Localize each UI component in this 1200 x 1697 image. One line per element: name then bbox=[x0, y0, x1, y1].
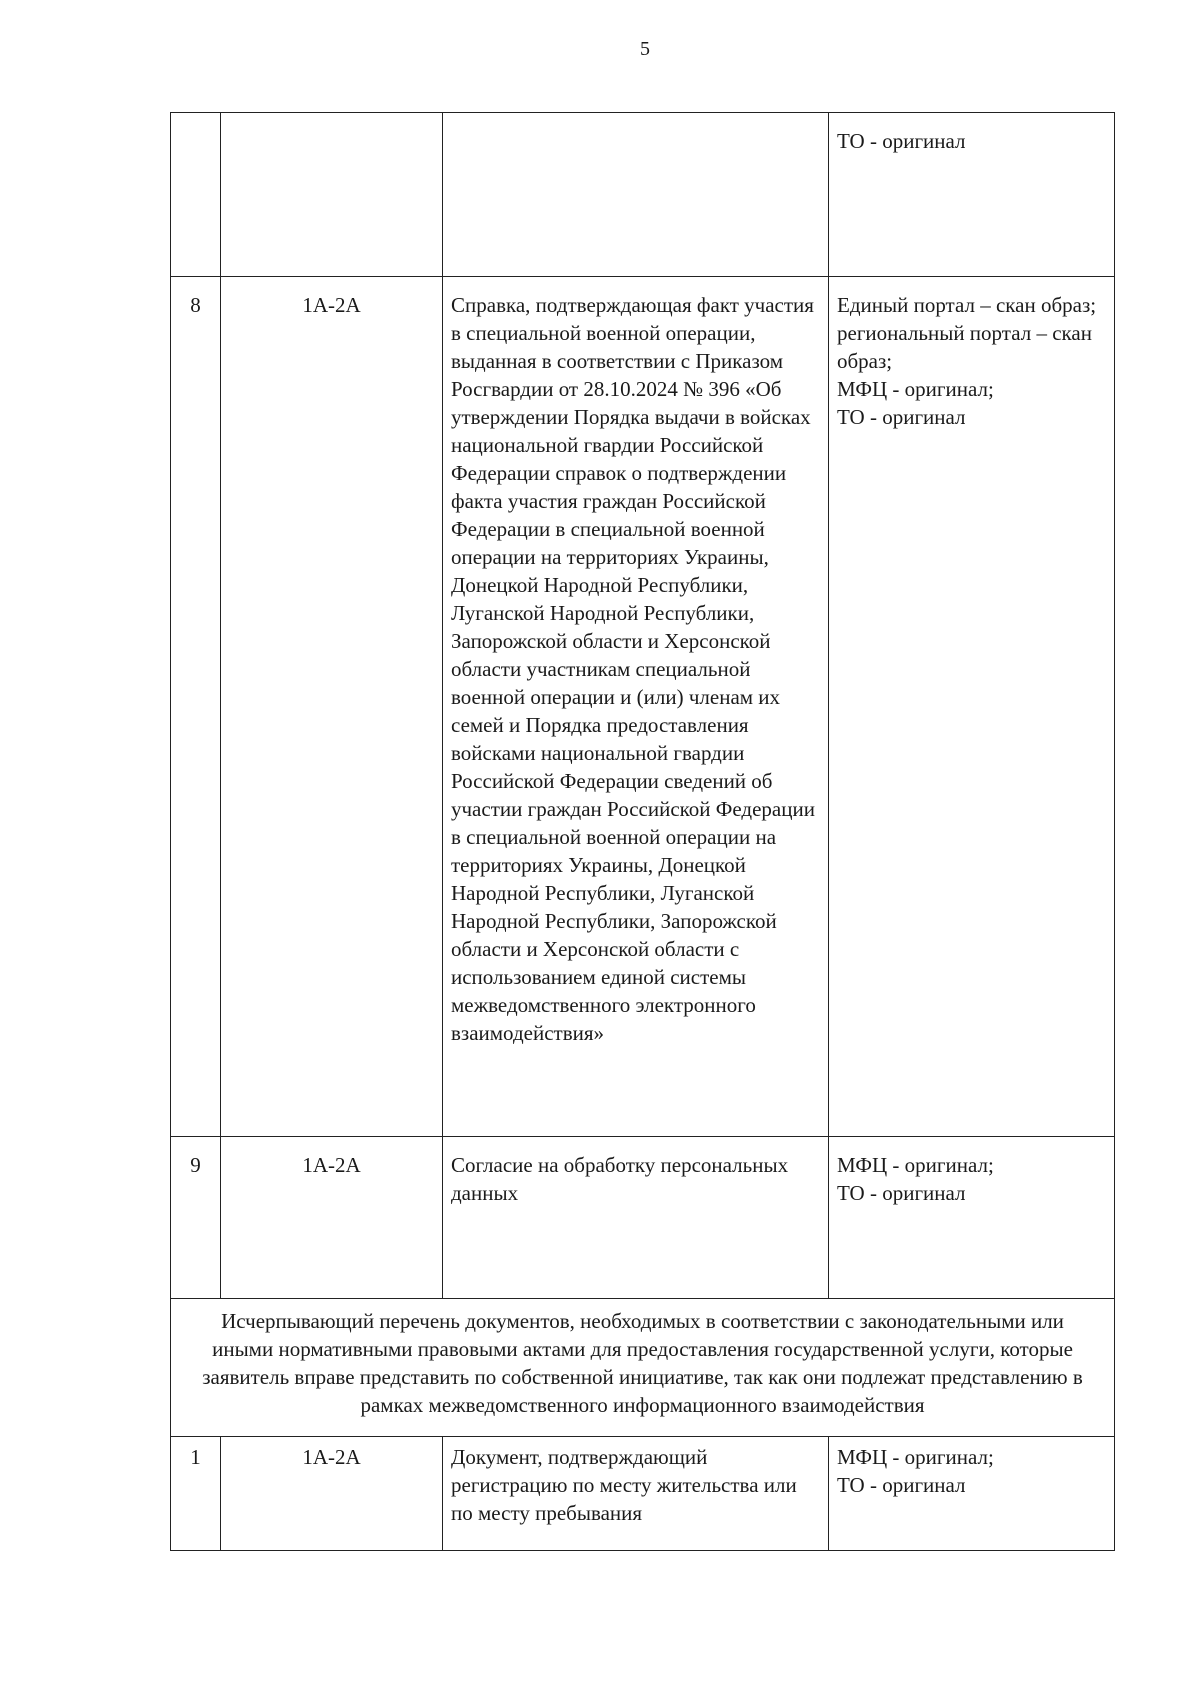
document-name bbox=[443, 113, 829, 277]
section-header-row bbox=[171, 1299, 1115, 1437]
table-row bbox=[171, 113, 1115, 277]
table-row bbox=[171, 277, 1115, 1137]
form-line: МФЦ - оригинал; bbox=[837, 1153, 994, 1177]
table-row bbox=[171, 1137, 1115, 1299]
applicant-category: 1А-2А bbox=[221, 1137, 443, 1299]
row-number: 8 bbox=[171, 277, 221, 1137]
submission-forms bbox=[829, 113, 1115, 277]
submission-forms bbox=[829, 1137, 1115, 1299]
applicant-category bbox=[221, 113, 443, 277]
submission-forms bbox=[829, 1437, 1115, 1551]
applicant-category: 1А-2А bbox=[221, 1437, 443, 1551]
form-line: ТО - оригинал bbox=[837, 1181, 966, 1205]
documents-table bbox=[170, 112, 1115, 1551]
form-line: МФЦ - оригинал; bbox=[837, 377, 994, 401]
document-name: Документ, подтверждающий регистрацию по месту жительства или по месту пребывания bbox=[443, 1437, 829, 1551]
document-name: Согласие на обработку персональных данных bbox=[443, 1137, 829, 1299]
submission-forms bbox=[829, 277, 1115, 1137]
form-line: МФЦ - оригинал; bbox=[837, 1445, 994, 1469]
table-row bbox=[171, 1437, 1115, 1551]
form-line: ТО - оригинал bbox=[837, 405, 966, 429]
section-title: Исчерпывающий перечень документов, необходимых в соответствии с законодательными или иными нормативными правовыми актами для предоставления государственной услуги, которые заявитель вправе представить по собственной инициативе, так как они подлежат представлению в рамках межведомственного информационного взаимодействия bbox=[171, 1299, 1115, 1437]
row-number bbox=[171, 113, 221, 277]
row-number: 9 bbox=[171, 1137, 221, 1299]
form-line: ТО - оригинал bbox=[837, 1473, 966, 1497]
applicant-category: 1А-2А bbox=[221, 277, 443, 1137]
form-line: региональный портал – скан образ; bbox=[837, 321, 1092, 373]
form-line: ТО - оригинал bbox=[837, 129, 966, 153]
page-number: 5 bbox=[640, 38, 650, 60]
document-name: Справка, подтверждающая факт участия в специальной военной операции, выданная в соответствии с Приказом Росгвардии от 28.10.2024 № 396 «Об утверждении Порядка выдачи в войсках национальной гвардии Российской Федерации справок о подтверждении факта участия граждан Российской Федерации в специальной военной операции на территориях Украины, Донецкой Народной Республики, Луганской Народной Республики, Запорожской области и Херсонской области участникам специальной военной операции и (или) членам их семей и Порядка предоставления войсками национальной гвардии Российской Федерации сведений об участии граждан Российской Федерации в специальной военной операции на территориях Украины, Донецкой Народной Республики, Луганской Народной Республики, Запорожской области и Херсонской области с использованием единой системы межведомственного электронного взаимодействия» bbox=[443, 277, 829, 1137]
form-line: Единый портал – скан образ; bbox=[837, 293, 1097, 317]
row-number: 1 bbox=[171, 1437, 221, 1551]
